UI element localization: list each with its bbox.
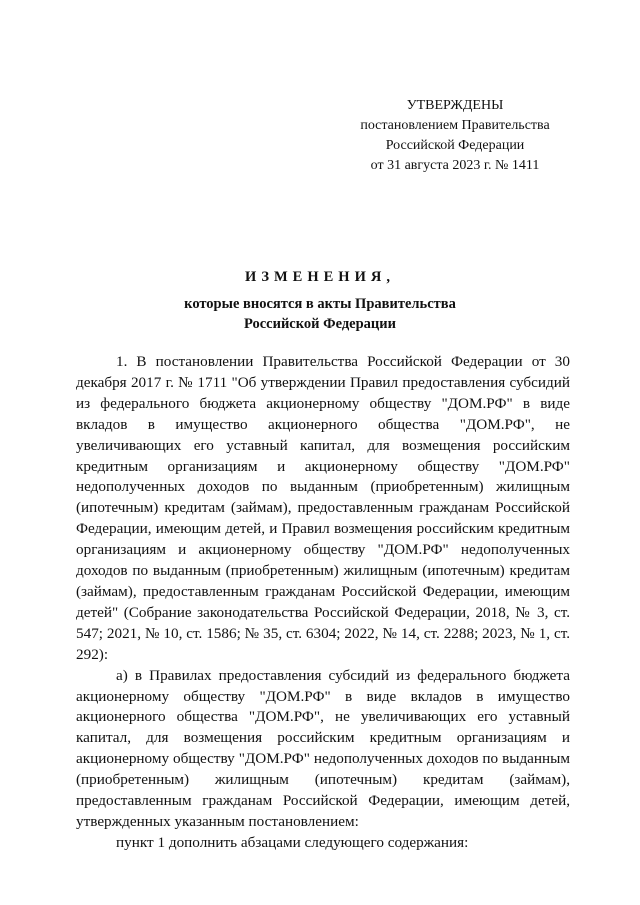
approval-date-number: от 31 августа 2023 г. № 1411 <box>370 158 540 173</box>
paragraph-item-1: 1. В постановлении Правительства Российской Федерации от 30 декабря 2017 г. № 1711 "Об утверждении Правил предоставления субсидий из федерального бюджета акционерному обществу "ДОМ.РФ" в виде вкладов в имущество акционерного общества "ДОМ.РФ", не увеличивающих его уставный капитал, для возмещения российским кредитным организациям и акционерному обществу "ДОМ.РФ" недополученных доходов по выданным (приобретенным) жилищным (ипотечным) кредитам (займам), предоставленным гражданам Российской Федерации, имеющим детей, и Правил возмещения российским кредитным организациям и акционерному обществу "ДОМ.РФ" недополученных доходов по выданным (приобретенным) жилищным (ипотечным) кредитам (займам), предоставленным гражданам Российской Федерации, имеющим детей" (Собрание законодательства Российской Федерации, 2018, № 3, ст. 547; 2021, № 10, ст. 1586; № 35, ст. 6304; 2022, № 14, ст. 2288; 2023, № 1, ст. 292): <box>76 353 570 663</box>
approval-resolution: постановлением Правительства <box>360 118 550 133</box>
subtitle-line-2: Российской Федерации <box>243 316 396 332</box>
document-body <box>76 352 570 854</box>
approval-authority: Российской Федерации <box>385 138 525 153</box>
document-subtitle <box>0 294 640 334</box>
approval-heading: УТВЕРЖДЕНЫ <box>406 98 504 113</box>
subtitle-line-1: которые вносятся в акты Правительства <box>184 296 456 312</box>
document-title: ИЗМЕНЕНИЯ, <box>245 269 395 285</box>
paragraph-subitem-a: а) в Правилах предоставления субсидий из федерального бюджета акционерному обществу "ДОМ.РФ" в виде вкладов в имущество акционерного общества "ДОМ.РФ", не увеличивающих его уставный капитал, для возмещения российским кредитным организациям и акционерному обществу "ДОМ.РФ" недополученных доходов по выданным (приобретенным) жилищным (ипотечным) кредитам (займам), предоставленным гражданам Российской Федерации, имеющим детей, утвержденных указанным постановлением: <box>76 666 570 830</box>
approval-stamp <box>330 96 580 176</box>
paragraph-point-1: пункт 1 дополнить абзацами следующего содержания: <box>116 833 469 851</box>
